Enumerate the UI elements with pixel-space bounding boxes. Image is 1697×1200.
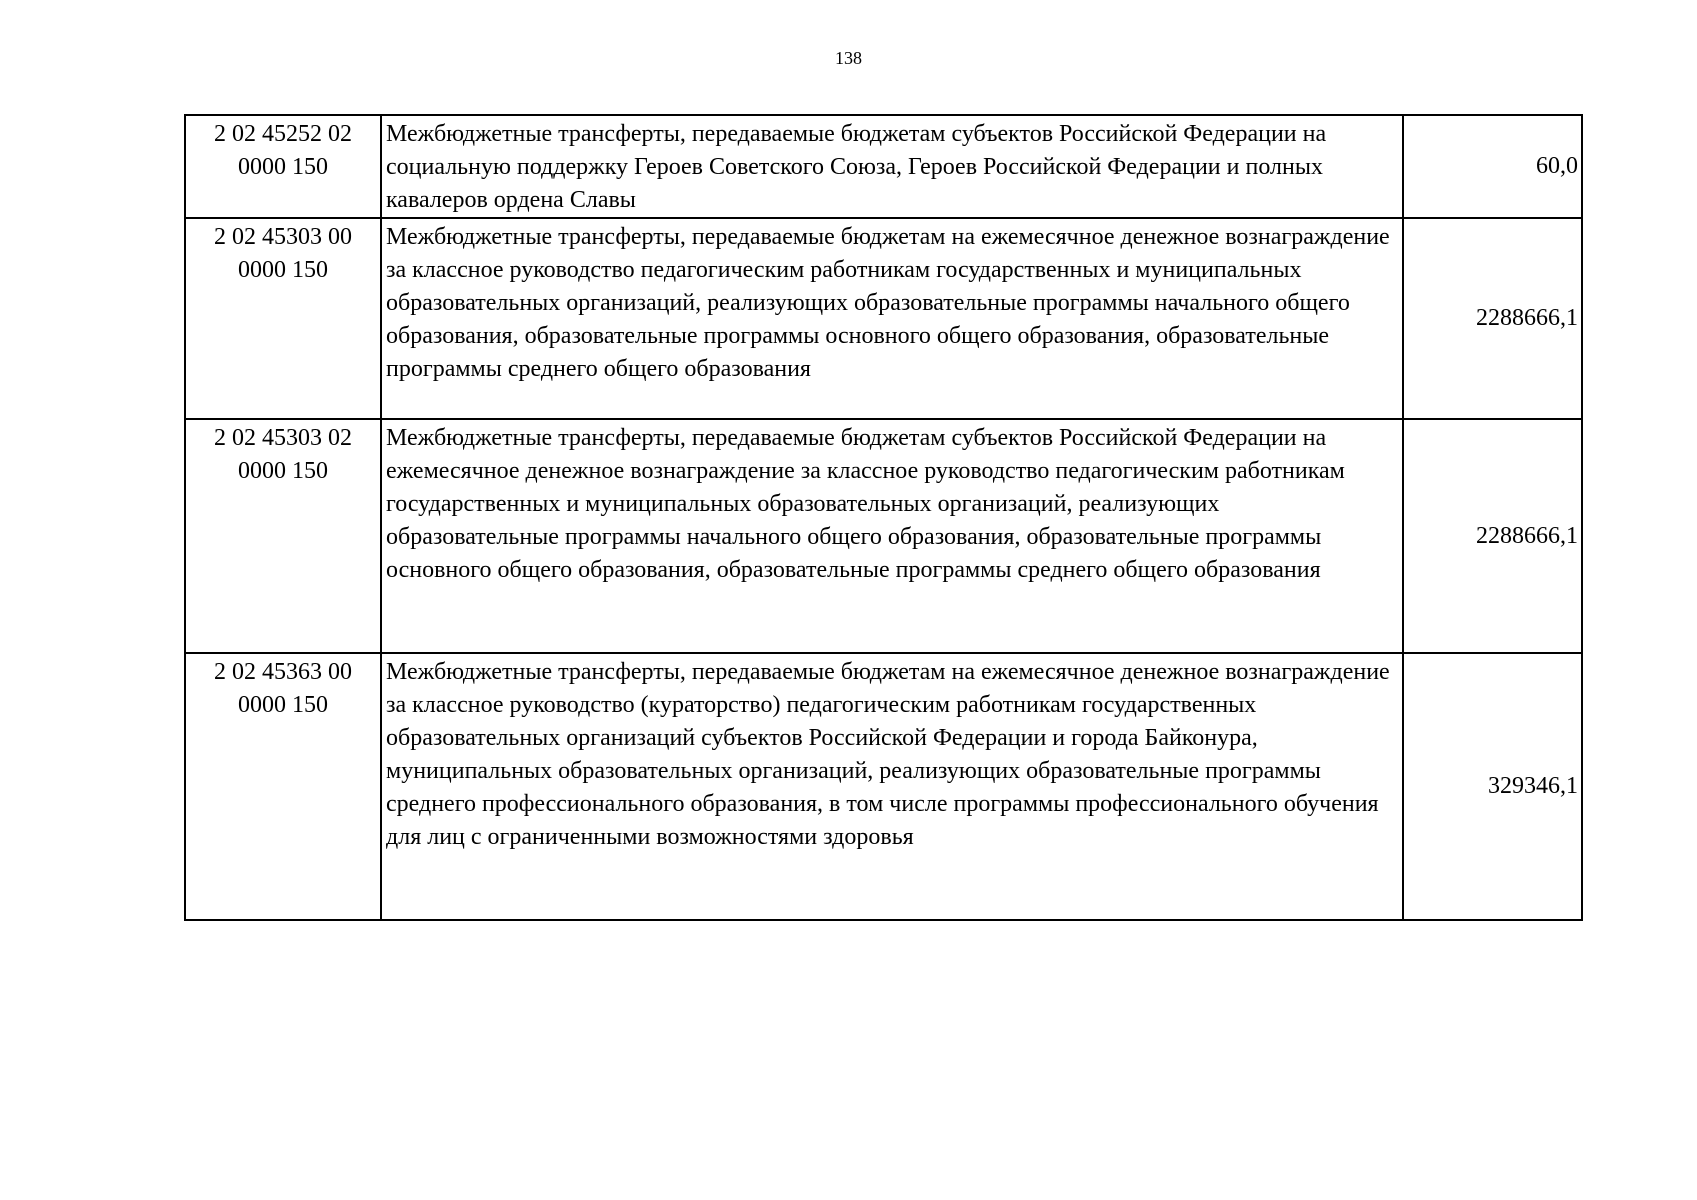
table-row	[185, 115, 1582, 218]
budget-code-cell: 2 02 45303 00 0000 150	[185, 218, 381, 419]
page-number: 138	[835, 48, 862, 68]
description-cell: Межбюджетные трансферты, передаваемые бюджетам на ежемесячное денежное вознаграждение за классное руководство (кураторство) педагогическим работникам государственных образовательных организаций субъектов Российской Федерации и города Байконура, муниципальных образовательных организаций, реализующих образовательные программы среднего профессионального образования, в том числе программы профессионального обучения для лиц с ограниченными возможностями здоровья	[381, 653, 1403, 920]
budget-code-cell: 2 02 45252 02 0000 150	[185, 115, 381, 218]
table-row	[185, 653, 1582, 920]
budget-code-cell: 2 02 45303 02 0000 150	[185, 419, 381, 653]
description-cell: Межбюджетные трансферты, передаваемые бюджетам субъектов Российской Федерации на социальную поддержку Героев Советского Союза, Героев Российской Федерации и полных кавалеров ордена Славы	[381, 115, 1403, 218]
amount-cell: 2288666,1	[1403, 419, 1582, 653]
amount-cell: 329346,1	[1403, 653, 1582, 920]
budget-code-cell: 2 02 45363 00 0000 150	[185, 653, 381, 920]
budget-table	[184, 114, 1583, 921]
amount-cell: 2288666,1	[1403, 218, 1582, 419]
table-row	[185, 419, 1582, 653]
table-row	[185, 218, 1582, 419]
description-cell: Межбюджетные трансферты, передаваемые бюджетам субъектов Российской Федерации на ежемесячное денежное вознаграждение за классное руководство педагогическим работникам государственных и муниципальных образовательных организаций, реализующих образовательные программы начального общего образования, образовательные программы основного общего образования, образовательные программы среднего общего образования	[381, 419, 1403, 653]
description-cell: Межбюджетные трансферты, передаваемые бюджетам на ежемесячное денежное вознаграждение за классное руководство педагогическим работникам государственных и муниципальных образовательных организаций, реализующих образовательные программы начального общего образования, образовательные программы основного общего образования, образовательные программы среднего общего образования	[381, 218, 1403, 419]
amount-cell: 60,0	[1403, 115, 1582, 218]
